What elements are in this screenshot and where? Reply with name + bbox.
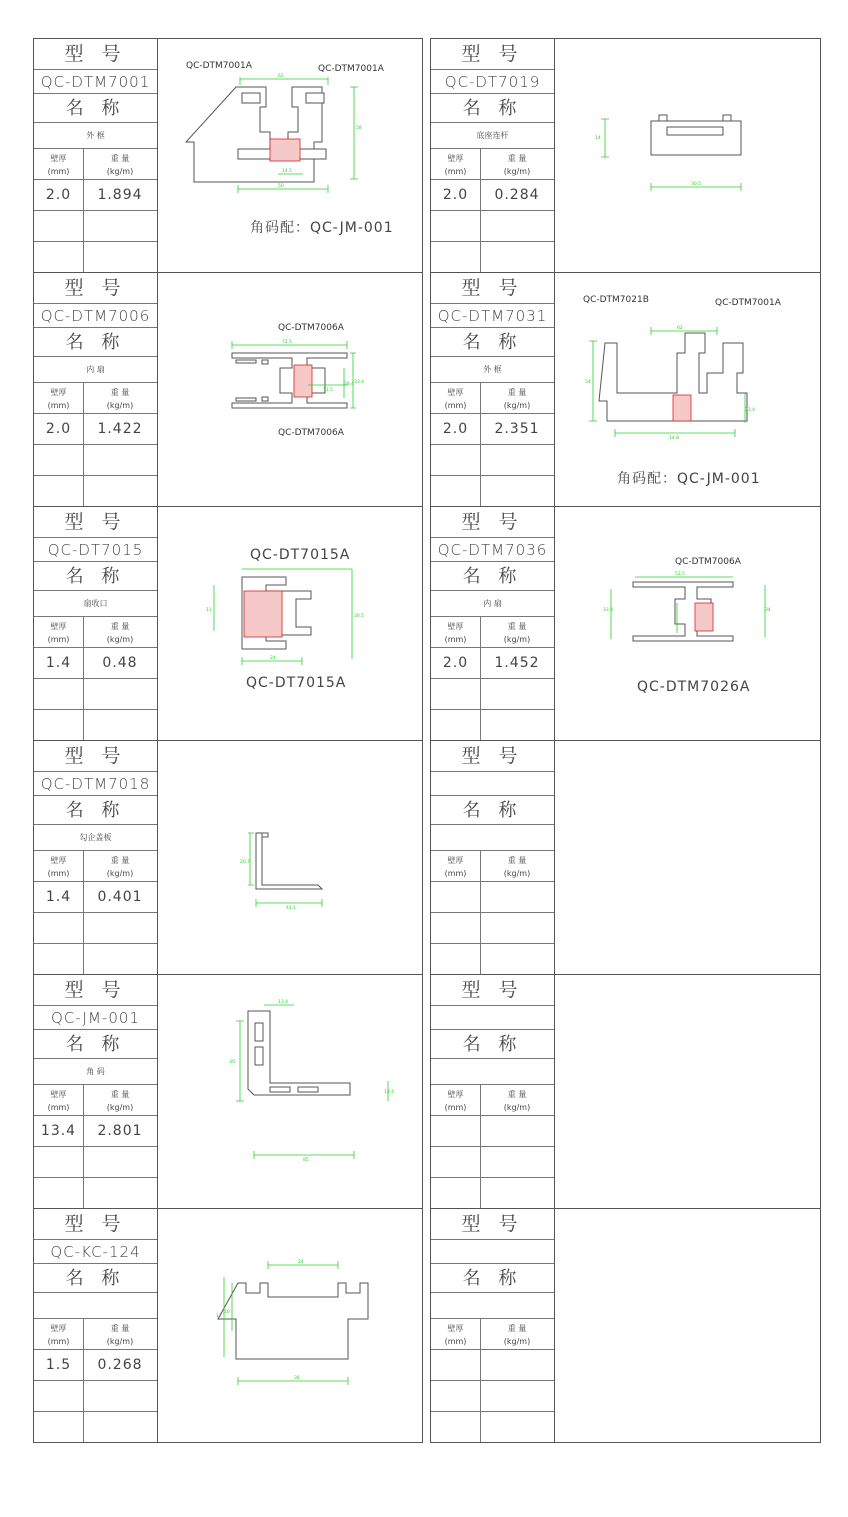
blank-row [34,710,157,741]
thickness-label: 壁厚 [50,622,67,631]
name-header: 名 称 [34,796,157,825]
weight-unit: (kg/m) [503,869,531,878]
blank-row [431,445,554,476]
spec-value-row [34,648,157,679]
weight-header [83,1085,157,1115]
weight-value: 1.894 [97,187,143,203]
thickness-label: 壁厚 [447,1090,464,1099]
svg-text:24: 24 [298,1260,304,1265]
profile-label: QC-DTM7006A [675,557,741,567]
profile-name: 勾企盖板 [34,825,157,851]
weight-unit: (kg/m) [106,635,134,644]
profile-name [431,1059,554,1085]
column-divider [480,149,481,272]
weight-unit: (kg/m) [503,1103,531,1112]
weight-label: 重 量 [110,1324,130,1333]
blank-row [34,1381,157,1412]
name-header: 名 称 [431,94,554,123]
blank-row [431,1412,554,1443]
spec-value-row [431,1350,554,1381]
profile-label: QC-DT7015A [250,547,351,563]
profile-name [431,825,554,851]
svg-text:23.4: 23.4 [745,408,756,413]
svg-text:85: 85 [230,1060,236,1065]
drawing-area [555,975,820,1208]
weight-unit: (kg/m) [503,401,531,410]
weight-header [480,149,554,179]
thickness-value [431,882,480,912]
model-number [431,772,554,796]
blank-row [34,1147,157,1178]
model-number: QC-DTM7006 [34,304,157,328]
profile-info [34,39,158,272]
spec-value-row [431,648,554,679]
name-header: 名 称 [431,562,554,591]
profile-row [431,741,821,975]
profile-label: QC-DTM7026A [637,679,751,695]
model-header: 型 号 [34,1209,157,1240]
blank-row [34,913,157,944]
profile-name: 角 码 [34,1059,157,1085]
profile-name: 外 框 [431,357,554,383]
profile-row [34,975,423,1209]
spec-value-row [34,414,157,445]
model-number [431,1006,554,1030]
column-divider [480,851,481,974]
spec-value-row [34,180,157,211]
thickness-label: 壁厚 [447,1324,464,1333]
profile-name: 内 扇 [34,357,157,383]
profile-info [34,273,158,506]
profile-row [431,507,821,741]
name-header: 名 称 [34,94,157,123]
spec-value-row [431,180,554,211]
svg-text:50: 50 [278,184,284,189]
weight-value: 2.801 [97,1123,143,1139]
svg-text:13.4: 13.4 [384,1090,395,1095]
spec-header-row [34,149,157,180]
weight-header [480,1319,554,1349]
model-number: QC-DTM7031 [431,304,554,328]
weight-value [480,1116,554,1146]
svg-text:34: 34 [765,608,771,613]
profile-row [431,273,821,507]
thickness-unit: (mm) [444,1337,467,1346]
model-number: QC-DTM7018 [34,772,157,796]
profile-row [34,39,423,273]
model-header: 型 号 [34,39,157,70]
profile-info [34,1209,158,1442]
blank-row [34,679,157,710]
spec-header-row [34,851,157,882]
corner-note: 角码配：QC-JM-001 [250,220,394,236]
column-divider [480,1085,481,1208]
profile-name: 底座连杆 [431,123,554,149]
thickness-unit: (mm) [47,1337,70,1346]
thickness-value: 2.0 [45,187,72,203]
profile-drawing [158,273,422,506]
profile-info [431,39,555,272]
blank-row [431,710,554,741]
thickness-label: 壁厚 [50,388,67,397]
profile-label: QC-DTM7021B [583,295,649,305]
column-divider [83,1319,84,1442]
svg-text:13.4: 13.4 [278,1000,289,1005]
profile-drawing [555,507,819,740]
weight-unit: (kg/m) [106,1103,134,1112]
thickness-header [431,149,480,179]
svg-text:28.4: 28.4 [344,382,355,387]
column-divider [83,1085,84,1208]
model-header: 型 号 [431,1209,554,1240]
blank-row [34,242,157,273]
weight-label: 重 量 [110,154,130,163]
drawing-area [158,507,422,740]
name-header: 名 称 [431,1030,554,1059]
thickness-label: 壁厚 [447,856,464,865]
profile-name: 内 扇 [431,591,554,617]
thickness-header [431,1085,480,1115]
model-number: QC-JM-001 [34,1006,157,1030]
profile-drawing [158,741,422,974]
name-header: 名 称 [34,562,157,591]
column-divider [83,617,84,740]
profile-row [431,39,821,273]
svg-text:38: 38 [294,1376,300,1381]
weight-label: 重 量 [507,856,527,865]
model-header: 型 号 [34,975,157,1006]
profile-name [431,1293,554,1319]
name-header: 名 称 [34,1030,157,1059]
svg-text:85: 85 [303,1158,309,1163]
profile-drawing [158,39,422,272]
weight-header [480,617,554,647]
model-header: 型 号 [431,741,554,772]
drawing-area [555,273,820,506]
profile-row [431,975,821,1209]
profile-label: QC-DTM7001A [318,64,384,74]
thickness-value: 1.4 [45,889,72,905]
column-divider [83,383,84,506]
name-header: 名 称 [431,328,554,357]
weight-label: 重 量 [507,388,527,397]
drawing-area [555,1209,820,1442]
blank-row [431,679,554,710]
weight-unit: (kg/m) [503,635,531,644]
thickness-header [34,1319,83,1349]
svg-text:54: 54 [585,380,591,385]
thickness-label: 壁厚 [447,154,464,163]
svg-text:62: 62 [677,326,683,331]
weight-label: 重 量 [110,856,130,865]
profile-info [431,507,555,740]
profile-row [431,1209,821,1443]
thickness-label: 壁厚 [50,1090,67,1099]
weight-header [83,617,157,647]
weight-value [480,882,554,912]
name-header: 名 称 [34,328,157,357]
spec-value-row [431,414,554,445]
thickness-value [431,1116,480,1146]
weight-header [480,383,554,413]
svg-text:11: 11 [206,608,212,613]
thickness-unit: (mm) [444,635,467,644]
spec-value-row [34,1350,157,1381]
weight-header [83,1319,157,1349]
profile-info [431,975,555,1208]
blank-row [431,476,554,507]
model-header: 型 号 [431,273,554,304]
weight-unit: (kg/m) [106,401,134,410]
weight-label: 重 量 [507,154,527,163]
model-number: QC-KC-124 [34,1240,157,1264]
svg-text:62: 62 [278,74,284,79]
weight-value: 2.351 [494,421,540,437]
spec-value-row [431,882,554,913]
spec-header-row [431,1085,554,1116]
profile-name: 外 框 [34,123,157,149]
svg-text:12: 12 [216,1314,222,1319]
left-column [33,38,423,1443]
profile-label: QC-DTM7001A [715,298,781,308]
weight-unit: (kg/m) [106,869,134,878]
weight-unit: (kg/m) [106,167,134,176]
thickness-unit: (mm) [47,401,70,410]
profile-info [34,507,158,740]
profile-name: 扇收口 [34,591,157,617]
thickness-header [34,617,83,647]
weight-label: 重 量 [110,1090,130,1099]
drawing-area [158,273,422,506]
svg-text:33.4: 33.4 [354,380,365,385]
weight-header [480,851,554,881]
spec-header-row [431,149,554,180]
column-divider [480,617,481,740]
profile-label: QC-DT7015A [246,675,347,691]
svg-text:30.5: 30.5 [691,182,702,187]
spec-header-row [431,383,554,414]
profile-label: QC-DTM7006A [278,428,344,438]
column-divider [480,383,481,506]
spec-header-row [34,617,157,648]
spec-value-row [34,882,157,913]
right-column [430,38,821,1443]
blank-row [431,913,554,944]
thickness-unit: (mm) [47,1103,70,1112]
thickness-unit: (mm) [444,869,467,878]
spec-header-row [34,383,157,414]
profile-info [34,741,158,974]
drawing-area [158,1209,422,1442]
profile-row [34,1209,423,1443]
thickness-label: 壁厚 [50,154,67,163]
profile-info [431,273,555,506]
name-header: 名 称 [431,796,554,825]
weight-unit: (kg/m) [503,167,531,176]
thickness-label: 壁厚 [50,1324,67,1333]
thickness-value: 2.0 [442,187,469,203]
profile-info [34,975,158,1208]
svg-text:52.5: 52.5 [675,572,686,577]
thickness-header [431,383,480,413]
blank-row [34,1178,157,1209]
svg-text:72.5: 72.5 [282,340,293,345]
profile-info [431,741,555,974]
thickness-value: 2.0 [45,421,72,437]
svg-text:30.5: 30.5 [354,614,365,619]
thickness-value [431,1350,480,1380]
model-number [431,1240,554,1264]
weight-value: 1.452 [494,655,540,671]
thickness-header [431,1319,480,1349]
spec-value-row [34,1116,157,1147]
spec-header-row [34,1319,157,1350]
blank-row [431,242,554,273]
blank-row [431,1178,554,1209]
svg-text:11.5: 11.5 [323,388,334,393]
weight-value: 0.48 [102,655,138,671]
thickness-value: 1.5 [45,1357,72,1373]
weight-value: 0.401 [97,889,143,905]
weight-unit: (kg/m) [503,1337,531,1346]
model-number: QC-DTM7001 [34,70,157,94]
name-header: 名 称 [431,1264,554,1293]
svg-text:10: 10 [224,1310,230,1315]
blank-row [431,1381,554,1412]
model-header: 型 号 [34,741,157,772]
thickness-unit: (mm) [47,167,70,176]
drawing-area [158,975,422,1208]
weight-value [480,1350,554,1380]
thickness-label: 壁厚 [447,622,464,631]
weight-value: 0.284 [494,187,540,203]
thickness-header [431,851,480,881]
thickness-unit: (mm) [444,401,467,410]
weight-header [83,851,157,881]
weight-label: 重 量 [110,388,130,397]
thickness-unit: (mm) [444,167,467,176]
drawing-area [555,39,820,272]
thickness-header [34,851,83,881]
profile-label: QC-DTM7001A [186,61,252,71]
name-header: 名 称 [34,1264,157,1293]
thickness-value: 13.4 [40,1123,77,1139]
model-number: QC-DT7019 [431,70,554,94]
drawing-area [158,39,422,272]
blank-row [431,1147,554,1178]
svg-text:14.5: 14.5 [282,169,293,174]
spec-header-row [431,851,554,882]
thickness-unit: (mm) [47,869,70,878]
drawing-area [555,507,820,740]
spec-header-row [431,1319,554,1350]
profile-label: QC-DTM7006A [278,323,344,333]
model-header: 型 号 [431,507,554,538]
blank-row [431,211,554,242]
column-divider [480,1319,481,1442]
weight-label: 重 量 [507,1324,527,1333]
thickness-value: 1.4 [45,655,72,671]
corner-note: 角码配：QC-JM-001 [617,471,761,487]
model-header: 型 号 [34,507,157,538]
weight-label: 重 量 [507,622,527,631]
thickness-header [34,1085,83,1115]
model-number: QC-DT7015 [34,538,157,562]
thickness-value: 2.0 [442,655,469,671]
thickness-unit: (mm) [47,635,70,644]
profile-row [34,507,423,741]
thickness-header [431,617,480,647]
svg-text:33.4: 33.4 [603,608,614,613]
weight-header [83,383,157,413]
svg-text:58: 58 [356,126,362,131]
weight-value: 1.422 [97,421,143,437]
profile-drawing [555,39,819,272]
weight-header [83,149,157,179]
column-divider [83,149,84,272]
profile-info [431,1209,555,1442]
svg-text:41.1: 41.1 [286,906,297,911]
weight-label: 重 量 [110,622,130,631]
svg-text:24: 24 [270,656,276,661]
thickness-label: 壁厚 [447,388,464,397]
model-header: 型 号 [431,39,554,70]
weight-unit: (kg/m) [106,1337,134,1346]
model-header: 型 号 [431,975,554,1006]
model-number: QC-DTM7036 [431,538,554,562]
profile-drawing [158,975,422,1208]
drawing-area [555,741,820,974]
blank-row [34,476,157,507]
spec-value-row [431,1116,554,1147]
profile-name [34,1293,157,1319]
svg-text:20.7: 20.7 [240,860,251,865]
svg-text:14: 14 [595,136,601,141]
spec-header-row [431,617,554,648]
thickness-label: 壁厚 [50,856,67,865]
thickness-value: 2.0 [442,421,469,437]
profile-drawing [158,507,422,740]
drawing-area [158,741,422,974]
blank-row [34,211,157,242]
blank-row [34,944,157,975]
svg-text:14.8: 14.8 [669,436,680,441]
weight-label: 重 量 [507,1090,527,1099]
thickness-unit: (mm) [444,1103,467,1112]
thickness-header [34,149,83,179]
spec-header-row [34,1085,157,1116]
blank-row [431,944,554,975]
profile-row [34,273,423,507]
thickness-header [34,383,83,413]
profile-row [34,741,423,975]
model-header: 型 号 [34,273,157,304]
weight-value: 0.268 [97,1357,143,1373]
profile-drawing [158,1209,422,1442]
column-divider [83,851,84,974]
blank-row [34,445,157,476]
weight-header [480,1085,554,1115]
blank-row [34,1412,157,1443]
